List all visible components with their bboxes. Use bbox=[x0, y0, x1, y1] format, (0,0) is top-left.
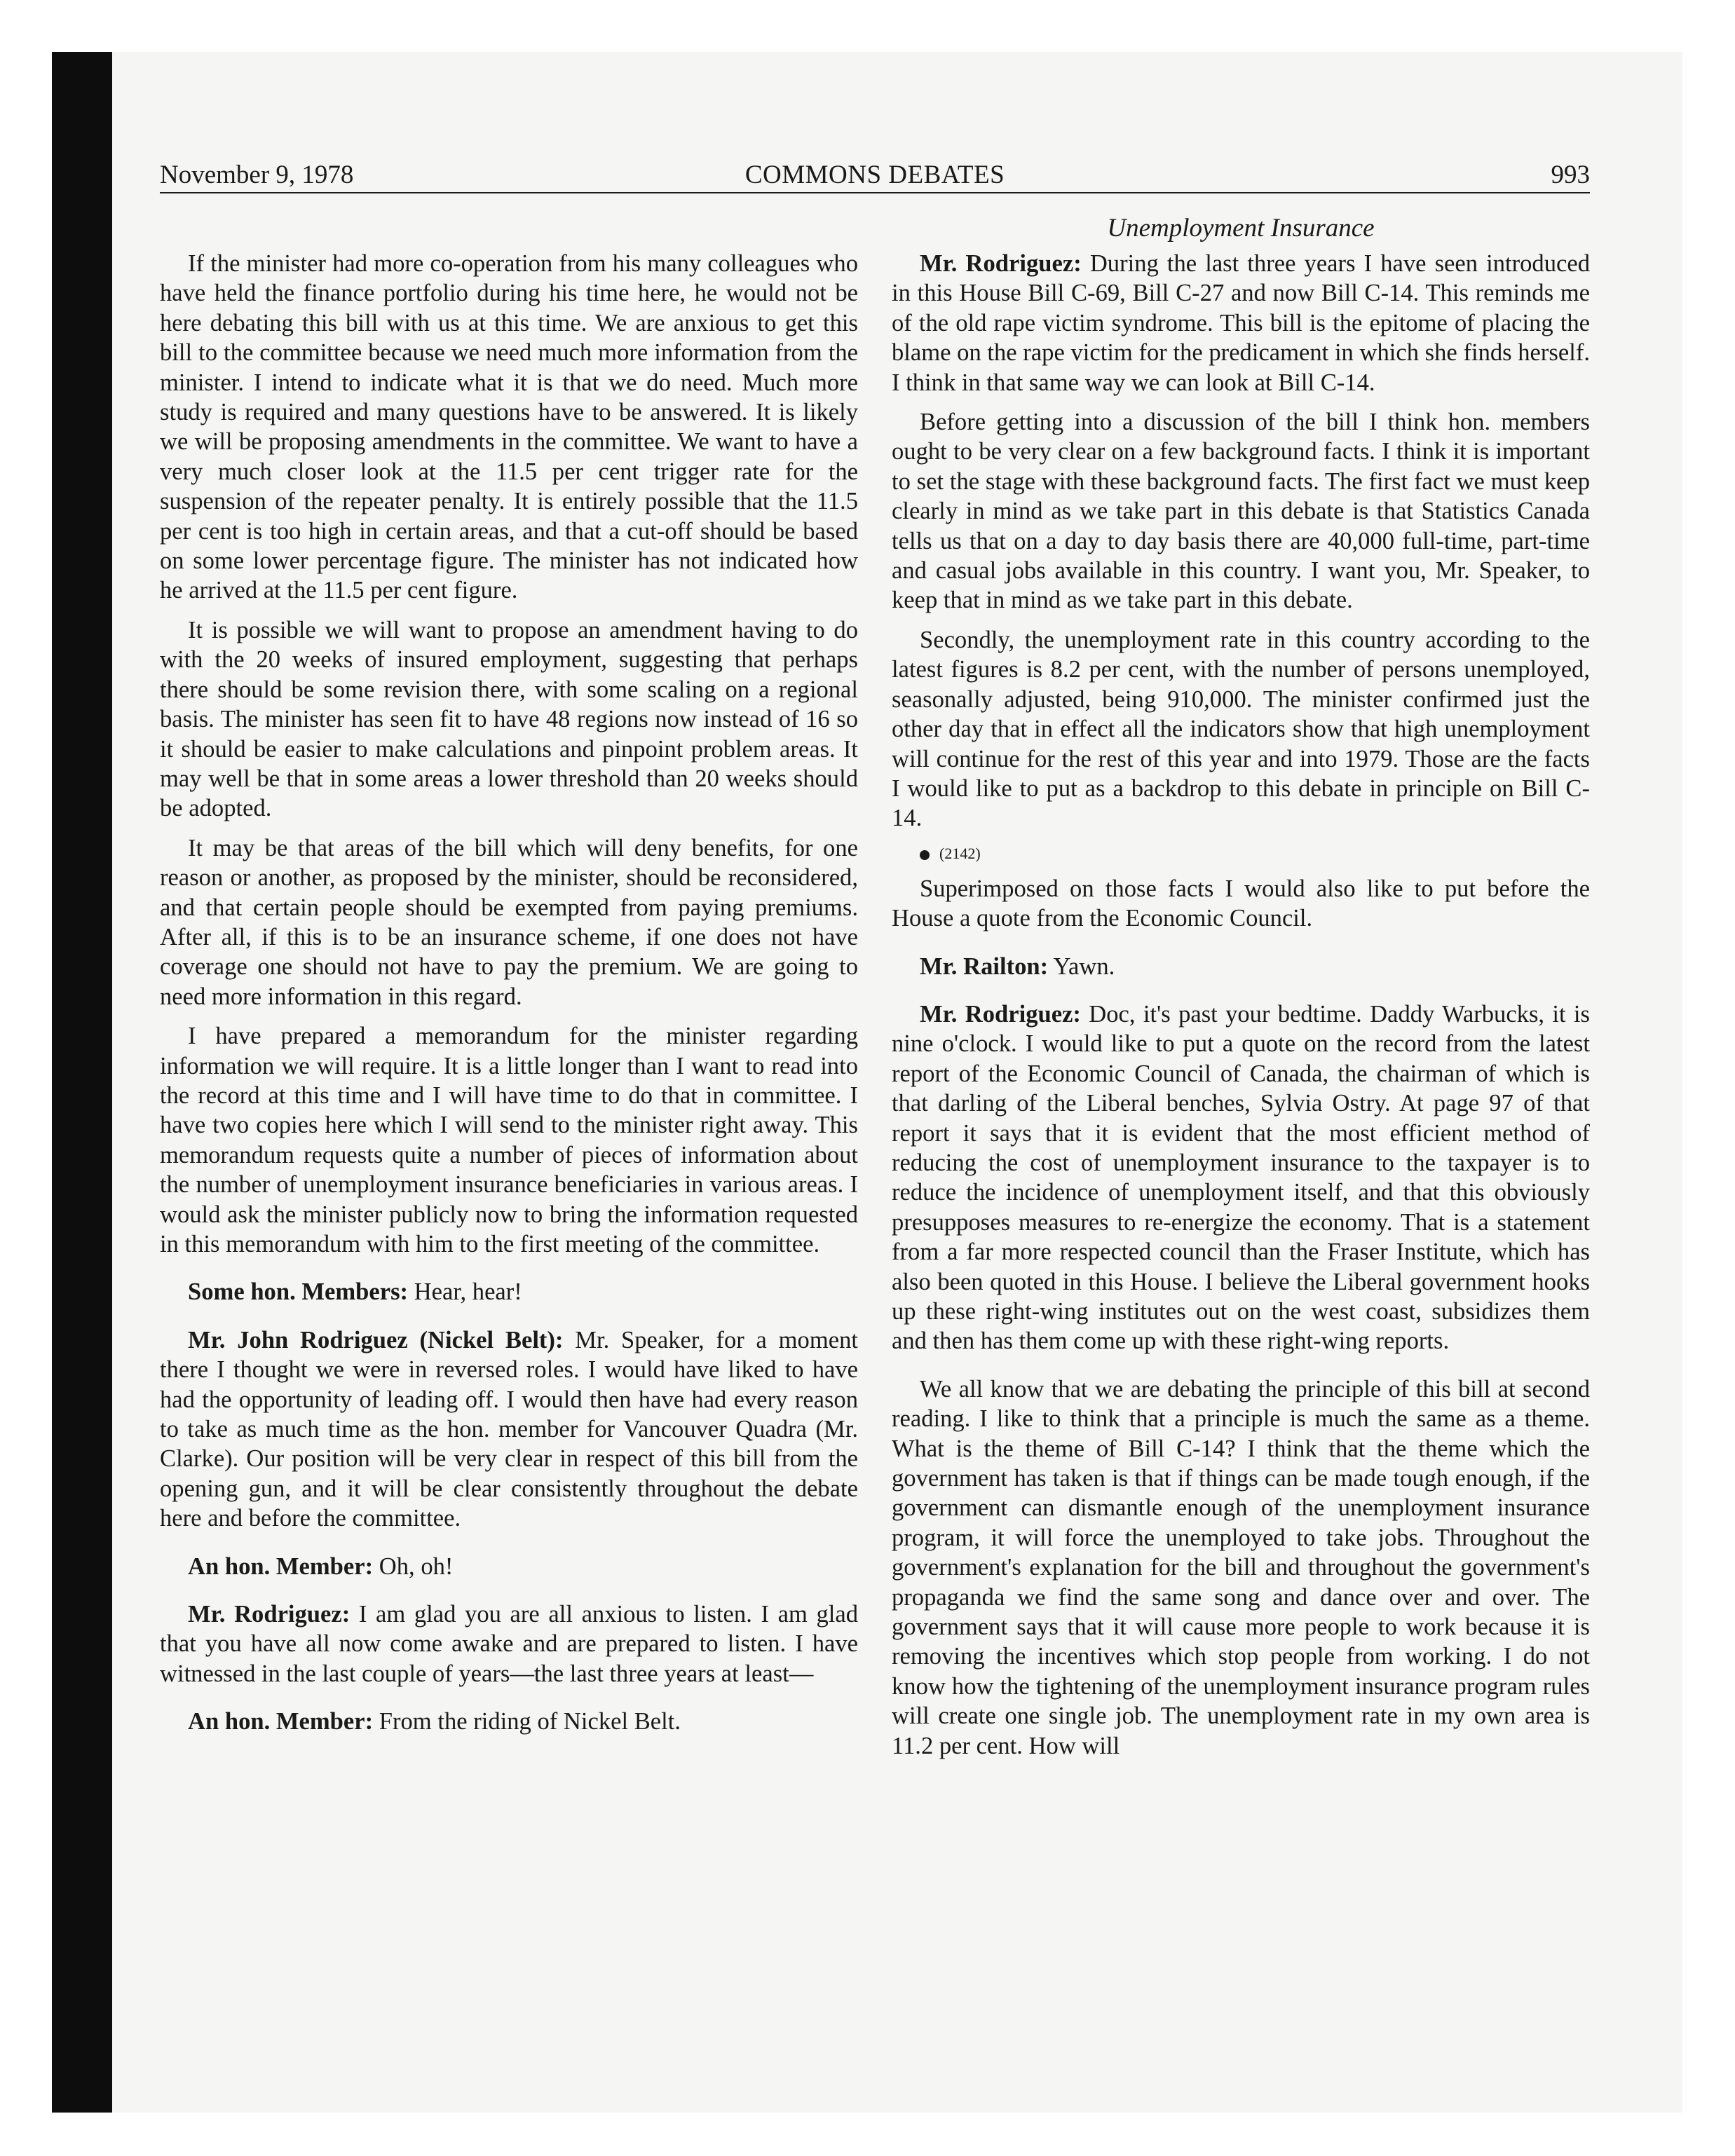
scan-edge-bar bbox=[52, 52, 112, 2113]
speaker-name: An hon. Member: bbox=[188, 1553, 374, 1580]
time-marker-text: (2142) bbox=[939, 844, 981, 862]
speech-text: From the riding of Nickel Belt. bbox=[373, 1708, 681, 1735]
header-date: November 9, 1978 bbox=[160, 161, 354, 189]
speaker-name: Mr. Rodriguez: bbox=[188, 1601, 351, 1628]
speaker-name: Some hon. Members: bbox=[188, 1278, 409, 1306]
time-marker bbox=[892, 843, 1590, 864]
speech bbox=[892, 999, 1590, 1356]
section-title: Unemployment Insurance bbox=[1107, 214, 1375, 243]
speech bbox=[892, 952, 1590, 981]
paragraph: We all know that we are debating the principle of this bill at second reading. I like to think that a principle is much the same as a theme. What is the theme of Bill C-14? I think that the theme which the government has taken is that if things can be made tough enough, if the government can dismantle enough of the unemployment insurance program, it will force the unemployed to take jobs. Throughout the government's explanation for the bill and throughout the government's propaganda we find the same song and dance over and over. The government says that it will cause more people to work because it is removing the incentives which stop people from working. I do not know how the tightening of the unemployment insurance program rules will create one single job. The unemployment rate in my own area is 11.2 per cent. How will bbox=[892, 1375, 1590, 1759]
header-journal-title: COMMONS DEBATES bbox=[744, 161, 1005, 189]
speech-text: I am glad you are all anxious to listen. I am glad that you have all now come awake and are prepared to listen. I have witnessed in the last couple of years—the last three years at least— bbox=[160, 1601, 858, 1687]
speech bbox=[892, 249, 1590, 397]
speech bbox=[160, 1707, 858, 1736]
speech bbox=[160, 1552, 858, 1581]
speech-text: Mr. Speaker, for a moment there I thought we were in reversed roles. I would have liked to have had the opportunity of leading off. I would then have had every reason to take as much time as the hon. member for Vancouver Quadra (Mr. Clarke). Our position will be very clear in respect of this bill from the opening gun, and it will be clear consistently throughout the debate here and before the committee. bbox=[160, 1326, 858, 1532]
paragraph: It may be that areas of the bill which will deny benefits, for one reason or another, as proposed by the minister, should be reconsidered, and that certain people should be exempted from paying premiums. After all, if this is to be an insurance scheme, if one does not have coverage one should not have to pay the premium. We are going to need more information in this regard. bbox=[160, 834, 858, 1010]
left-column bbox=[160, 249, 858, 1755]
bullet-icon bbox=[920, 850, 930, 860]
paragraph: Before getting into a discussion of the bill I think hon. members ought to be very clear on a few background facts. I think it is important to set the stage with these background facts. The first fact we must keep clearly in mind as we take part in this debate is that Statistics Canada tells us that on a day to day basis there are 40,000 full-time, part-time and casual jobs available in this country. I want you, Mr. Speaker, to keep that in mind as we take part in this debate. bbox=[892, 409, 1590, 614]
speech bbox=[160, 1599, 858, 1688]
paragraph: Superimposed on those facts I would also like to put before the House a quote from the Economic Council. bbox=[892, 875, 1590, 932]
paragraph: If the minister had more co-operation from his many colleagues who have held the finance portfolio during his time here, he would not be here debating this bill with us at this time. We are anxious to get this bill to the committee because we need much more information from the minister. I intend to indicate what it is that we do need. Much more study is required and many questions have to be answered. It is likely we will be proposing amendments in the committee. We want to have a very much closer look at the 11.5 per cent trigger rate for the suspension of the repeater penalty. It is entirely possible that the 11.5 per cent is too high in certain areas, and that a cut-off should be based on some lower percentage figure. The minister has not indicated how he arrived at the 11.5 per cent figure. bbox=[160, 250, 858, 604]
speech-text: Oh, oh! bbox=[373, 1553, 454, 1580]
speech bbox=[160, 1325, 858, 1534]
paragraph: It is possible we will want to propose an amendment having to do with the 20 weeks of insured employment, suggesting that perhaps there should be some revision there, with some scaling on a regional basis. The minister has seen fit to have 48 regions now instead of 16 so it should be easier to make calculations and pinpoint problem areas. It may well be that in some areas a lower threshold than 20 weeks should be adopted. bbox=[160, 616, 858, 822]
header-page-number: 993 bbox=[1551, 161, 1590, 189]
header-rule bbox=[160, 192, 1590, 193]
speaker-name: Mr. Rodriguez: bbox=[920, 250, 1082, 277]
speaker-name: Mr. John Rodriguez (Nickel Belt): bbox=[188, 1326, 564, 1353]
speech-text: Doc, it's past your bedtime. Daddy Warbucks, it is nine o'clock. I would like to put a quote on the record from the latest report of the Economic Council of Canada, the chairman of which is that darling of the Liberal benches, Sylvia Ostry. At page 97 of that report it says that it is evident that the most efficient method of reducing the cost of unemployment insurance to the taxpayer is to reduce the incidence of unemployment itself, and that this obviously presupposes measures to re-energize the economy. That is a statement from a far more respected council than the Fraser Institute, which has also been quoted in this House. I believe the Liberal government hooks up these right-wing institutes out on the west coast, subsidizes them and then has them come up with these right-wing reports. bbox=[892, 1000, 1590, 1355]
speech bbox=[160, 1277, 858, 1306]
speech-text: During the last three years I have seen introduced in this House Bill C-69, Bill C-27 and now Bill C-14. This reminds me of the old rape victim syndrome. This bill is the epitome of placing the blame on the rape victim for the predicament in which she finds herself. I think in that same way we can look at Bill C-14. bbox=[892, 250, 1590, 396]
running-header bbox=[160, 157, 1590, 193]
paragraph: I have prepared a memorandum for the minister regarding information we will require. It is a little longer than I want to read into the record at this time and I will have time to do that in committee. I have two copies here which I will send to the minister right away. This memorandum requests quite a number of pieces of information about the number of unemployment insurance beneficiaries in various areas. I would ask the minister publicly now to bring the information requested in this memorandum with him to the first meeting of the committee. bbox=[160, 1023, 858, 1257]
speech-text: Yawn. bbox=[1048, 953, 1115, 980]
paragraph: Secondly, the unemployment rate in this country according to the latest figures is 8.2 per cent, with the number of persons unemployed, seasonally adjusted, being 910,000. The minister confirmed just the other day that in effect all the indicators show that high unemployment will continue for the rest of this year and into 1979. Those are the facts I would like to put as a backdrop to this debate in principle on Bill C-14. bbox=[892, 626, 1590, 832]
speaker-name: An hon. Member: bbox=[188, 1708, 374, 1735]
speaker-name: Mr. Rodriguez: bbox=[920, 1000, 1081, 1028]
speaker-name: Mr. Railton: bbox=[920, 953, 1049, 980]
right-column bbox=[892, 249, 1590, 1770]
speech-text: Hear, hear! bbox=[408, 1278, 522, 1306]
